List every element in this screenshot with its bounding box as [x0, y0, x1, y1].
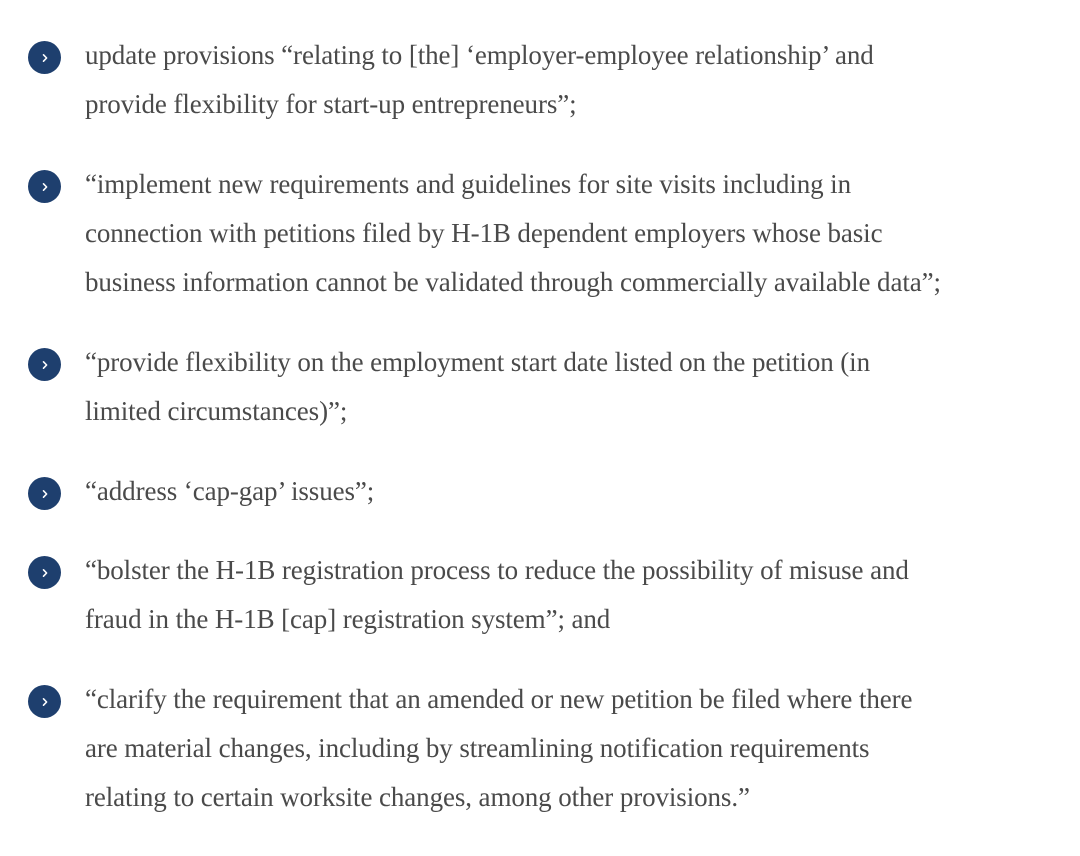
chevron-right-icon	[28, 477, 61, 510]
chevron-right-icon	[28, 41, 61, 74]
list-item-text	[85, 546, 1065, 644]
list-item-line: fraud in the H-1B [cap] registration system”; and	[85, 604, 611, 634]
list-item-line: “bolster the H-1B registration process to reduce the possibility of misuse and	[85, 555, 909, 585]
list-item-line: update provisions “relating to [the] ‘employer-employee relationship’ and	[85, 40, 874, 70]
chevron-right-icon	[28, 556, 61, 589]
list-item-line: connection with petitions filed by H-1B dependent employers whose basic	[85, 218, 883, 248]
list-item-text	[85, 338, 1065, 436]
list-item-line: “clarify the requirement that an amended or new petition be filed where there	[85, 684, 913, 714]
list-item-line: “address ‘cap-gap’ issues”;	[85, 476, 375, 506]
list-item-line: “implement new requirements and guidelines for site visits including in	[85, 169, 851, 199]
list-item-line: business information cannot be validated through commercially available data”;	[85, 267, 941, 297]
list-item-line: relating to certain worksite changes, among other provisions.”	[85, 782, 750, 812]
chevron-right-icon	[28, 348, 61, 381]
list-item-text	[85, 467, 1065, 516]
chevron-right-icon	[28, 170, 61, 203]
list-item-text	[85, 675, 1065, 822]
list-item-text	[85, 160, 1065, 307]
chevron-right-icon	[28, 685, 61, 718]
list-item-line: “provide flexibility on the employment start date listed on the petition (in	[85, 347, 870, 377]
list-item-line: provide flexibility for start-up entrepreneurs”;	[85, 89, 577, 119]
list-item-line: are material changes, including by streamlining notification requirements	[85, 733, 870, 763]
list-item-text	[85, 31, 1065, 129]
list-item-line: limited circumstances)”;	[85, 396, 348, 426]
